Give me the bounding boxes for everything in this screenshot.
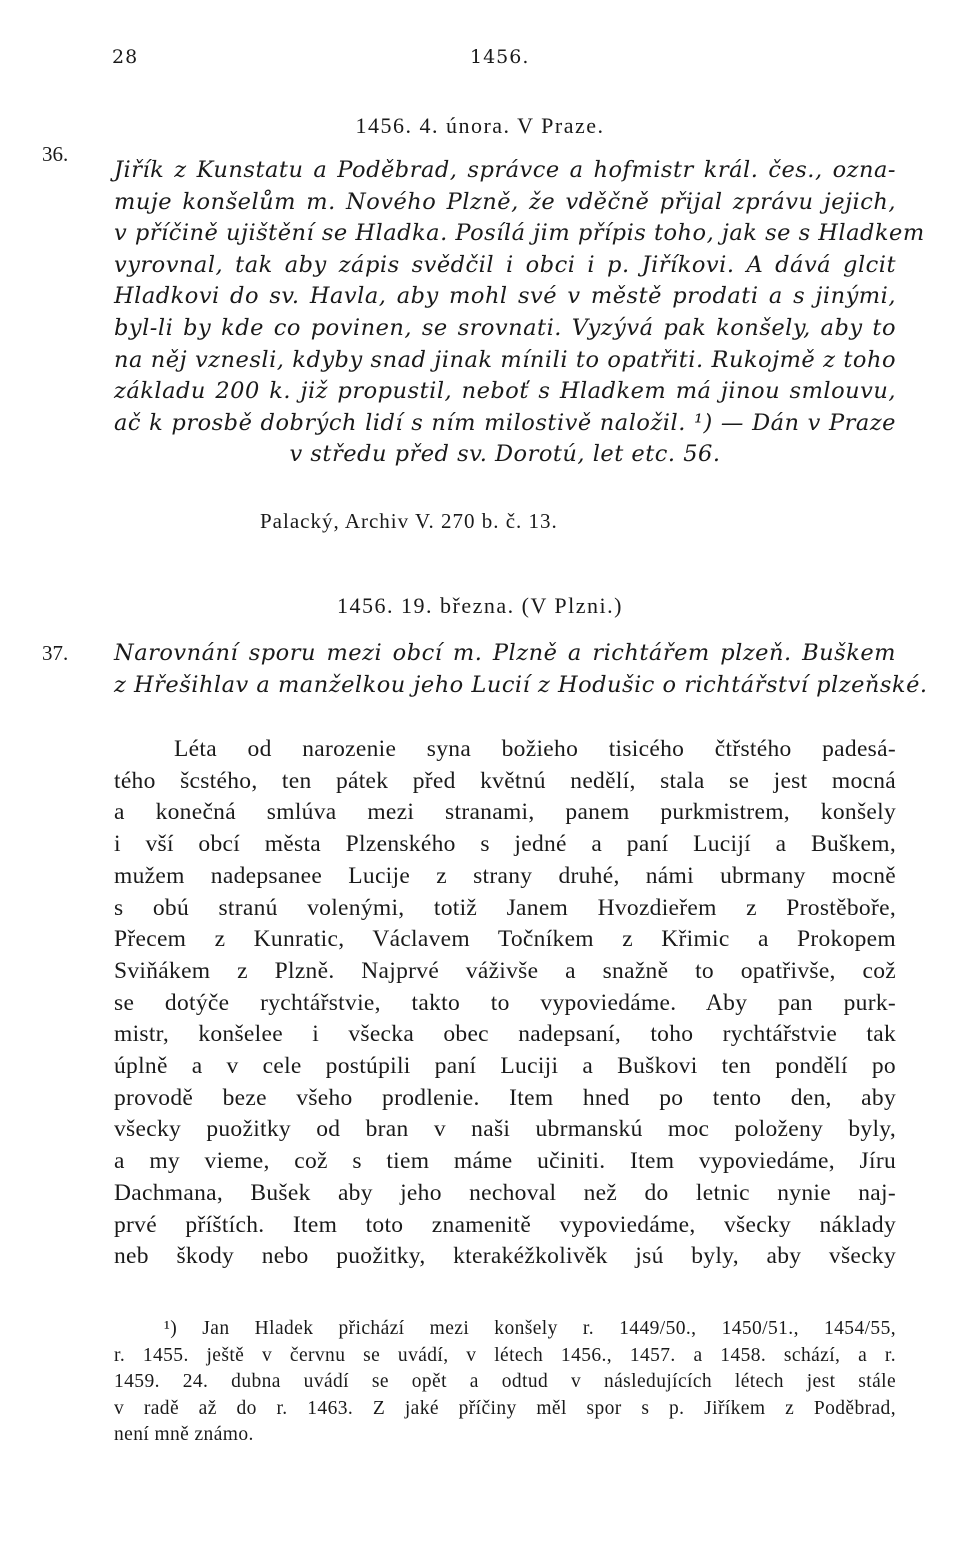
body-line: Léta od narozenie syna božieho tisicého čtřstého padesá- <box>174 736 896 762</box>
body-line: mistr, konšelee i všecka obec nadepsaní, toho rychtářstvie tak <box>114 1021 896 1048</box>
body-line: a konečná smlúva mezi stranami, panem purkmistrem, konšely <box>114 799 896 826</box>
footnote-line: v radě až do r. 1463. Z jaké příčiny měl spor s p. Jiříkem z Poděbrad, <box>114 1397 896 1419</box>
regest-line: vyrovnal, tak aby zápis svědčil i obci i p. Jiříkovi. A dává glcit <box>114 251 896 278</box>
body-line: Dachmana, Bušek aby jeho nechoval než do letnic nynie naj- <box>114 1179 896 1206</box>
body-line: všecky puožitky od bran v naši ubrmanskú moc položeny byly, <box>114 1116 896 1143</box>
running-title: 1456. <box>470 46 530 68</box>
regest-line: na něj vznesli, kdyby snad jinak mínili to opatřiti. Rukojmě z toho <box>114 346 896 373</box>
body-line: s obú stranú volenými, totiž Janem Hvozdieřem z Prostěboře, <box>114 894 896 921</box>
regest-line: z Hřešihlav a manželkou jeho Lucií z Hodušic o richtářství plzeňské. <box>114 671 928 698</box>
body-line: i vší obcí města Plzenského s jedné a paní Lucijí a Buškem, <box>114 831 896 858</box>
body-line: provodě beze všeho prodlenie. Item hned po tento den, aby <box>114 1084 896 1111</box>
regest-line: Narovnání sporu mezi obcí m. Plzně a richtářem plzeň. Buškem <box>114 640 896 666</box>
body-line: úplně a v cele postúpili paní Luciji a Buškovi ten pondělí po <box>114 1053 896 1080</box>
regest-line: byl-li by kde co povinen, se srovnati. Vyzývá pak konšely, aby to <box>114 314 896 341</box>
body-line: prvé příštích. Item toto znamenitě vypoviedáme, všecky náklady <box>114 1211 896 1238</box>
regest-line: Hladkovi do sv. Havla, aby mohl své v městě prodati a s jinými, <box>114 283 896 310</box>
footnote-line: není mně známo. <box>114 1424 254 1445</box>
body-line: neb škody nebo puožitky, kterakéžkolivěk jsú byly, aby všecky <box>114 1243 896 1270</box>
document-dateline: 1456. 19. března. (V Plzni.) <box>337 593 623 618</box>
regest-line: v příčině ujištění se Hladka. Posílá jim přípis toho, jak se s Hladkem <box>114 220 925 247</box>
document-body <box>114 734 896 1273</box>
body-line: mužem nadepsanee Lucije z strany druhé, námi ubrmany mocně <box>114 862 896 889</box>
regest-line: základu 200 k. již propustil, neboť s Hladkem má jinou smlouvu, <box>114 378 896 405</box>
body-line: Sviňákem z Plzně. Najprvé váživše a snažně to opatřivše, což <box>114 957 896 984</box>
regest-line: ač k prosbě dobrých lidí s ním milostivě naložil. ¹) — Dán v Praze <box>114 409 896 436</box>
body-line: Přecem z Kunratic, Václavem Točníkem z Křimic a Prokopem <box>114 926 896 953</box>
footnote-line: 1459. 24. dubna uvádí se opět a odtud v následujících létech jest stále <box>114 1371 896 1392</box>
document-number: 37. <box>42 641 69 665</box>
regest-line: muje konšelům m. Nového Plzně, že vděčně přijal zprávu jejich, <box>114 188 896 215</box>
body-line: se dotýče rychtářstvie, takto to vypoviedáme. Aby pan purk- <box>114 989 896 1016</box>
body-line: a my vieme, což s tiem máme učiniti. Item vypoviedáme, Jíru <box>114 1148 896 1175</box>
document-number: 36. <box>42 142 69 166</box>
footnote-line: r. 1455. ještě v červnu se uvádí, v létech 1456., 1457. a 1458. schází, a r. <box>114 1344 896 1366</box>
source-citation: Palacký, Archiv V. 270 b. č. 13. <box>260 509 558 533</box>
regest-line: v středu před sv. Dorotú, let etc. 56. <box>289 441 721 468</box>
body-line: tého šcstého, ten pátek před květnú nedělí, stala se jest mocná <box>114 767 896 794</box>
document-regest <box>114 638 928 701</box>
footnotes <box>114 1316 896 1449</box>
document-regest <box>114 155 925 471</box>
regest-line: Jiřík z Kunstatu a Poděbrad, správce a hofmistr král. čes., ozna- <box>114 157 896 183</box>
running-head <box>0 46 960 76</box>
footnote-line: ¹) Jan Hladek přichází mezi konšely r. 1449/50., 1450/51., 1454/55, <box>164 1318 896 1339</box>
document-dateline: 1456. 4. února. V Praze. <box>355 113 605 138</box>
page-number: 28 <box>112 46 139 68</box>
